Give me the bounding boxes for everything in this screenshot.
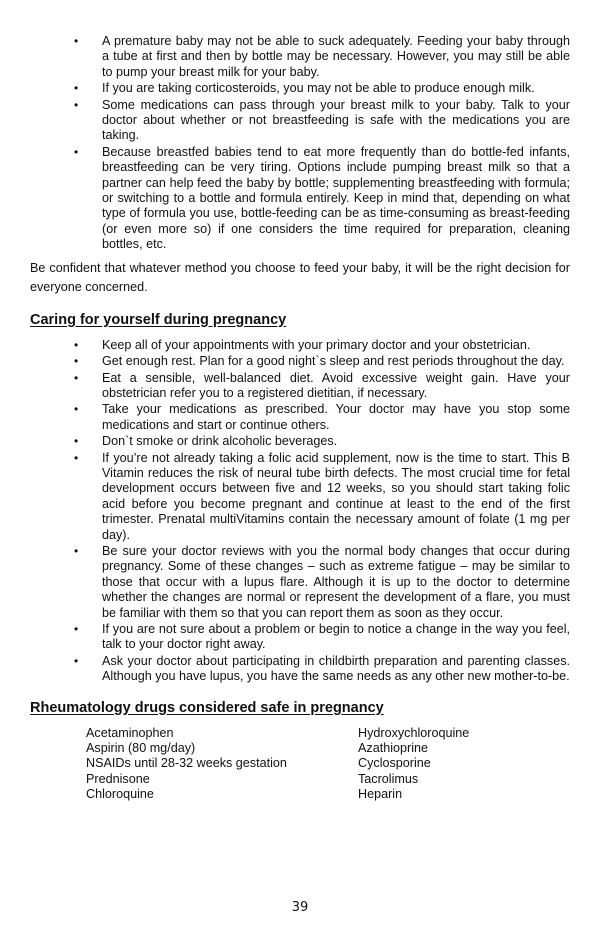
section-heading-drugs: Rheumatology drugs considered safe in pregnancy xyxy=(30,699,384,716)
pregnancy-care-bullet-list xyxy=(30,338,570,685)
drug-item: Acetaminophen xyxy=(86,725,174,740)
drug-item: Aspirin (80 mg/day) xyxy=(86,741,196,756)
list-item: • Because breastfed babies tend to eat more frequently than do bottle-fed infants, breastfeeding can be very tiring. Options include pumping breast milk so that a partner can help feed the baby by bottle; supplementing breastfeeding with formula; or switching to a bottle and formula entirely. Keep in mind that, depending on what type of formula you use, bottle-feeding can be as time-consuming as breast-feeding (or even more so) if one considers the time required for preparation, cleaning bottles, etc. xyxy=(30,145,570,253)
page-number: 39 xyxy=(291,900,309,915)
list-item: • A premature baby may not be able to suck adequately. Feeding your baby through a tube at first and then by bottle may be necessary. However, you may still be able to pump your breast milk for your baby. xyxy=(30,34,570,80)
list-item: • Be sure your doctor reviews with you the normal body changes that occur during pregnancy. Some of these changes – such as extreme fatigue – may be similar to those that occur with a lupus flare. Although it is up to the doctor to determine whether the changes are normal or represent the development of a flare, you must be familiar with them so that you can report them as soon as they occur. xyxy=(30,544,570,621)
drug-column-left xyxy=(86,726,358,803)
list-item: • Ask your doctor about participating in childbirth preparation and parenting classes. Although you have lupus, you have the same needs as any other new mother-to-be. xyxy=(30,654,570,685)
drug-item: NSAIDs until 28-32 weeks gestation xyxy=(86,756,287,771)
drug-column-right xyxy=(358,726,558,803)
drug-item: Chloroquine xyxy=(86,787,154,802)
list-item: • Take your medications as prescribed. Your doctor may have you stop some medications and start or continue others. xyxy=(30,402,570,433)
drug-item: Prednisone xyxy=(86,771,150,786)
section-heading-caring: Caring for yourself during pregnancy xyxy=(30,311,287,328)
drug-item: Tacrolimus xyxy=(358,771,419,786)
list-item: • If you are not sure about a problem or begin to notice a change in the way you feel, talk to your doctor right away. xyxy=(30,622,570,653)
page-content xyxy=(30,34,570,803)
drug-list xyxy=(86,726,570,803)
closing-paragraph: Be confident that whatever method you choose to feed your baby, it will be the right decision for everyone concerned. xyxy=(30,260,570,294)
list-item: • Don`t smoke or drink alcoholic beverages. xyxy=(30,434,570,449)
list-item: • Keep all of your appointments with your primary doctor and your obstetrician. xyxy=(30,338,570,353)
breastfeeding-bullet-list xyxy=(30,34,570,253)
drug-item: Cyclosporine xyxy=(358,756,431,771)
drug-item: Azathioprine xyxy=(358,741,429,756)
list-item: • If you’re not already taking a folic acid supplement, now is the time to start. This B Vitamin reduces the risk of neural tube birth defects. The most crucial time for fetal development occurs between five and 12 weeks, so you should start taking folic acid before you become pregnant and continue at least to the end of the first trimester. Prenatal multiVitamins contain the necessary amount of folate (1 mg per day). xyxy=(30,451,570,543)
list-item: • Eat a sensible, well-balanced diet. Avoid excessive weight gain. Have your obstetrician refer you to a registered dietitian, if necessary. xyxy=(30,371,570,402)
list-item: • Some medications can pass through your breast milk to your baby. Talk to your doctor about whether or not breastfeeding is safe with the medications you are taking. xyxy=(30,98,570,144)
list-item: • If you are taking corticosteroids, you may not be able to produce enough milk. xyxy=(30,81,570,96)
list-item: • Get enough rest. Plan for a good night`s sleep and rest periods throughout the day. xyxy=(30,354,570,369)
drug-item: Hydroxychloroquine xyxy=(358,725,470,740)
drug-item: Heparin xyxy=(358,787,403,802)
